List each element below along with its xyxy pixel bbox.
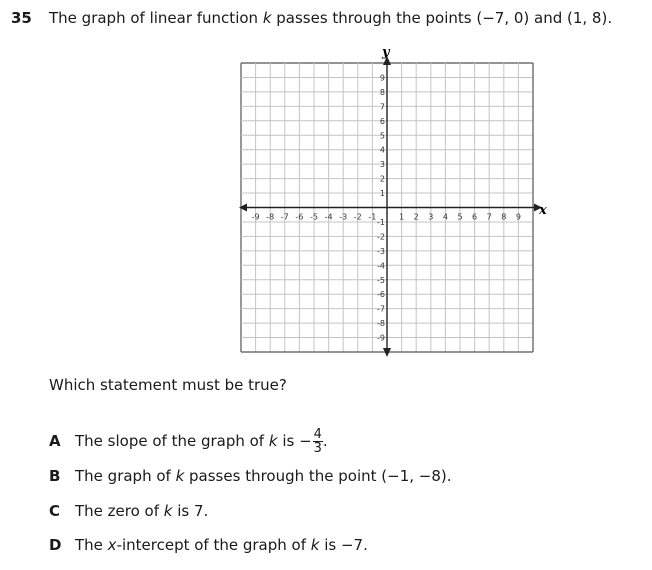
x-tick-label: -1 — [368, 212, 377, 222]
stem-text-2: passes through the points (−7, 0) and (1, 8). — [271, 9, 613, 27]
y-tick-label: 7 — [379, 102, 385, 112]
choice-c[interactable] — [49, 502, 208, 520]
x-tick-label: -4 — [324, 212, 333, 222]
x-tick-label: -8 — [266, 212, 275, 222]
x-tick-label: -6 — [295, 212, 304, 222]
x-axis-label: x — [539, 203, 547, 218]
stem-text-1: The graph of linear function — [49, 9, 263, 27]
y-tick-label: 5 — [379, 131, 385, 141]
x-tick-label: -5 — [310, 212, 318, 222]
choice-d-text-1: The — [75, 536, 108, 554]
x-tick-label: 7 — [486, 212, 492, 222]
y-tick-label: -8 — [377, 319, 385, 329]
choice-a-fraction — [313, 428, 323, 455]
y-tick-label: -6 — [377, 290, 385, 300]
choice-d-text-2: -intercept of the graph of — [116, 536, 311, 554]
y-tick-label: 4 — [379, 145, 385, 155]
choice-c-letter: C — [49, 502, 61, 520]
x-tick-label: 5 — [457, 212, 463, 222]
choice-a-variable: k — [268, 432, 278, 450]
choice-d-variable: k — [310, 536, 320, 554]
y-tick-label: 8 — [379, 87, 385, 97]
y-tick-label: 1 — [379, 189, 385, 199]
y-tick-label: -2 — [377, 232, 385, 242]
choice-b-variable: k — [175, 467, 185, 485]
question-number: 35 — [11, 9, 32, 27]
y-tick-label: 3 — [379, 160, 385, 170]
x-axis-arrow-left — [239, 204, 247, 212]
x-tick-label: 4 — [442, 212, 448, 222]
x-tick-label: -9 — [251, 212, 260, 222]
x-tick-label: 6 — [472, 212, 478, 222]
y-tick-label: -1 — [377, 217, 385, 227]
stem-variable: k — [262, 9, 272, 27]
choice-d-letter: D — [49, 536, 62, 554]
x-tick-label: 2 — [413, 212, 419, 222]
choice-b-letter: B — [49, 467, 61, 485]
choice-c-text-2: is 7. — [172, 502, 209, 520]
question-prompt: Which statement must be true? — [49, 376, 287, 394]
x-tick-label: -2 — [353, 212, 362, 222]
fraction-denominator: 3 — [313, 441, 322, 456]
x-tick-label: 3 — [428, 212, 434, 222]
x-tick-label: 9 — [515, 212, 521, 222]
y-tick-label: -9 — [377, 333, 385, 343]
x-tick-label: 1 — [399, 212, 405, 222]
y-axis-label: y — [382, 45, 390, 60]
choice-b-text-1: The graph of — [75, 467, 176, 485]
y-tick-label: -7 — [377, 304, 385, 314]
choice-a-end: . — [322, 432, 328, 450]
choice-b-text-2: passes through the point (−1, −8). — [184, 467, 452, 485]
choice-a-text-2: is − — [277, 432, 312, 450]
choice-d-text-3: is −7. — [319, 536, 368, 554]
y-tick-label: 2 — [379, 174, 385, 184]
choice-d-variable-x: x — [107, 536, 117, 554]
y-tick-label: -4 — [377, 261, 385, 271]
x-tick-label: -7 — [280, 212, 289, 222]
fraction-numerator: 4 — [313, 427, 322, 442]
choice-c-variable: k — [163, 502, 173, 520]
y-tick-label: 9 — [379, 73, 385, 83]
y-tick-label: -5 — [377, 275, 385, 285]
x-tick-label: -3 — [339, 212, 348, 222]
choice-b[interactable] — [49, 467, 452, 485]
choice-a-letter: A — [49, 432, 61, 450]
x-tick-label: 8 — [501, 212, 507, 222]
y-tick-label: -3 — [377, 246, 385, 256]
choice-a-text-1: The slope of the graph of — [75, 432, 269, 450]
choice-c-text-1: The zero of — [75, 502, 164, 520]
choice-d[interactable] — [49, 536, 368, 554]
y-tick-label: 6 — [379, 116, 385, 126]
choice-a[interactable] — [49, 428, 328, 455]
